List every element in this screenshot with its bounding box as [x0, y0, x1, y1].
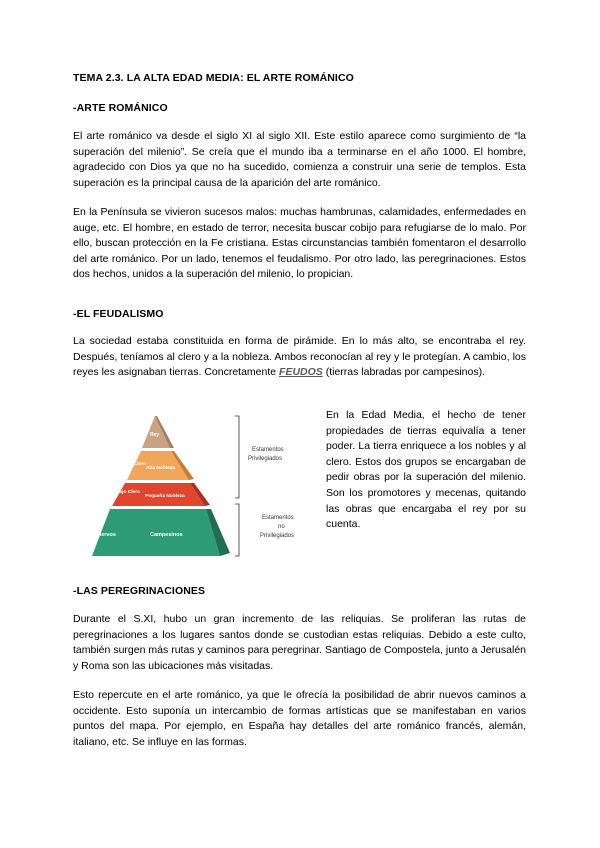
- label-alta-nobleza: Alta Nobleza: [146, 466, 175, 471]
- label-alto-clero: Alto Clero: [123, 462, 146, 467]
- paragraph-peregrinaciones-1: Durante el S.XI, hubo un gran incremento de las reliquias. Se proliferan las rutas de peregrinaciones a los lugares santos donde se custodian estas reliquias. Debido a este culto, también surgen más rutas y caminos para peregrinar. Santiago de Compostela, junto a Jerusalén y Roma son las ubicaciones más visitadas.: [73, 613, 526, 672]
- paragraph-feudalismo-text-a: La sociedad estaba constituida en forma de pirámide. En lo más alto, se encontraba el rey. Después, teníamos al clero y a la nobleza. Ambos reconocían al rey y le protegían. A cambio, los reyes les asignaban tierras. Concretamente: [73, 335, 526, 379]
- feudos-term: FEUDOS: [279, 366, 323, 379]
- paragraph-romanico-1: El arte románico va desde el siglo XI al siglo XII. Este estilo aparece como surgimiento de “la superación del milenio”. Se creía que el mundo iba a terminarse en el año 1000. El hombre, agradecido con Dios ya que no ha sucedido, comienza a construir una serie de templos. Esta superación es la principal causa de la aparición del arte románico.: [73, 130, 526, 189]
- paragraph-feudalismo-side: En la Edad Media, el hecho de tener propiedades de tierras equivalía a tener poder. La tierra enriquece a los nobles y al clero. Estos dos grupos se encargaban de pedir obras por la superación del milenio. Son los promotores y mecenas, quitando las obras que encargaba el rey por su cuenta.: [326, 409, 526, 531]
- feudal-pyramid-diagram: [90, 408, 320, 568]
- paragraph-feudalismo-1: [73, 334, 526, 381]
- bracket-no-privilegiados: [235, 504, 239, 556]
- paragraph-feudalismo-text-b: (tierras labradas por campesinos).: [322, 366, 486, 379]
- label-no-privilegiados: Estamentos no Privilegiados: [260, 515, 295, 539]
- label-pequena-nobleza: Pequeña Nobleza: [145, 494, 185, 499]
- heading-feudalismo: -EL FEUDALISMO: [73, 308, 164, 320]
- paragraph-romanico-2: En la Península se vivieron sucesos malos: muchas hambrunas, calamidades, enfermedades en auge, etc. El hombre, en estado de terror, necesita buscar cobijo para refugiarse de lo malo. Por ello, buscan protección en la Fe cristiana. Estas circunstancias también fomentaron el desarrollo del arte románico. Por un lado, tenemos el feudalismo. Por otro lado, las peregrinaciones. Estos dos hechos, unidos a la superación del milenio, lo propician.: [73, 206, 526, 281]
- heading-peregrinaciones: -LAS PEREGRINACIONES: [73, 585, 206, 597]
- label-siervos: Siervos: [96, 532, 116, 538]
- label-campesinos: Campesinos: [150, 532, 183, 538]
- label-privilegiados: Estamentos Privilegiados: [248, 447, 284, 462]
- label-bajo-clero: Bajo Clero: [116, 490, 140, 495]
- document-title: TEMA 2.3. LA ALTA EDAD MEDIA: EL ARTE ROMÁNICO: [73, 72, 354, 84]
- paragraph-peregrinaciones-2: Esto repercute en el arte románico, ya que le ofrecía la posibilidad de abrir nuevos caminos a occidente. Esto suponía un intercambio de formas artísticas que se manifestaban en varios puntos del mapa. Por ejemplo, en España hay detalles del arte románico francés, alemán, italiano, etc. Se influye en las formas.: [73, 689, 526, 748]
- label-rey: Rey: [150, 432, 160, 438]
- bracket-privilegiados: [235, 416, 239, 498]
- heading-arte-romanico: -ARTE ROMÁNICO: [73, 102, 168, 114]
